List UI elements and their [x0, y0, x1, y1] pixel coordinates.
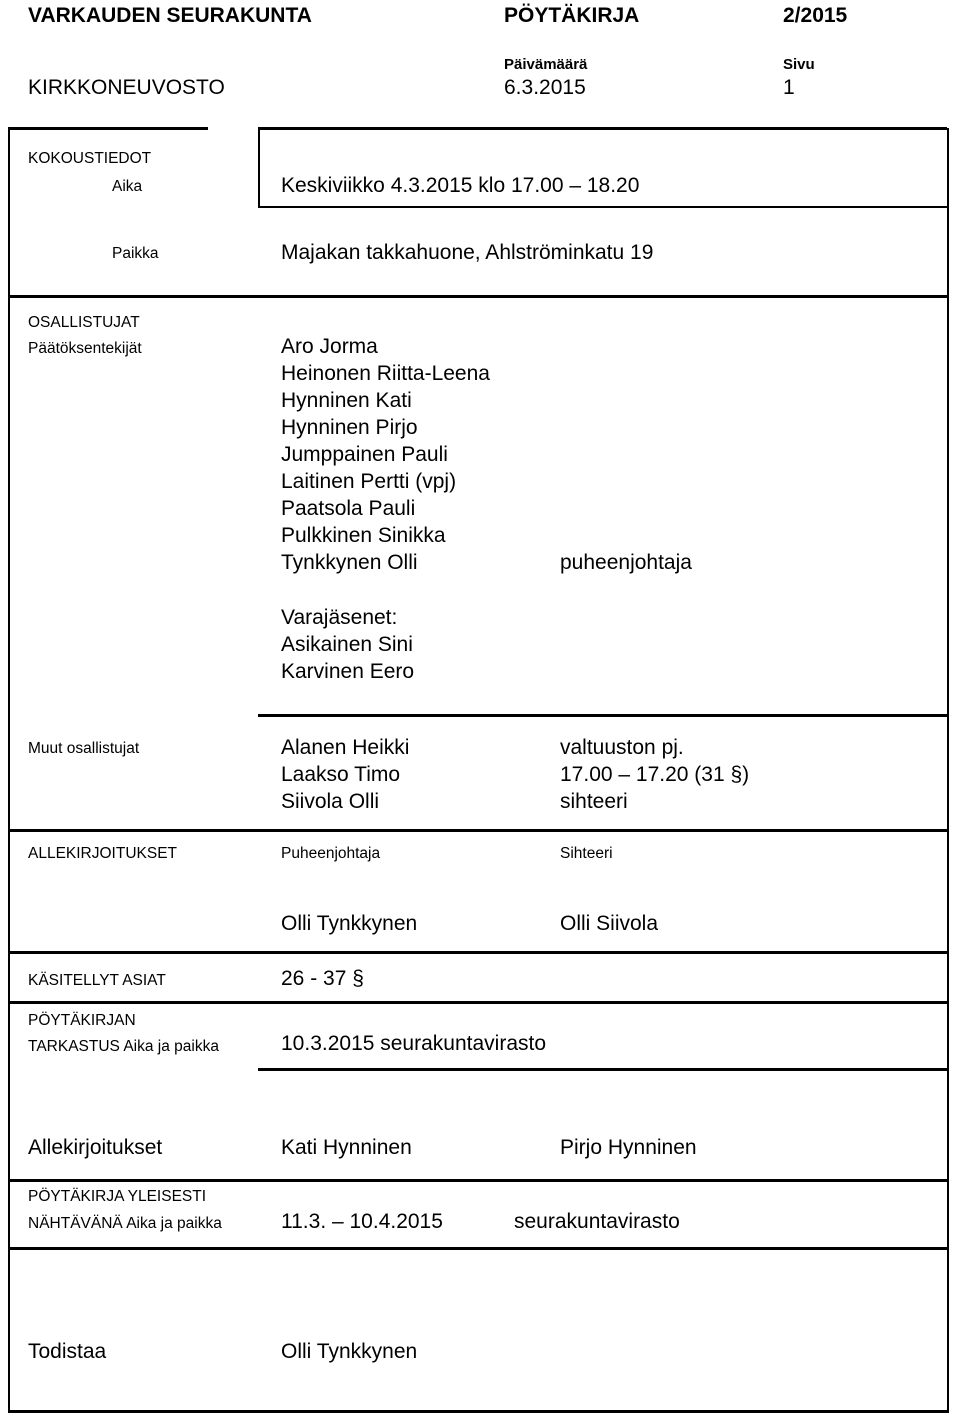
public-label-line2: NÄHTÄVÄNÄ Aika ja paikka	[28, 1215, 222, 1232]
decider-name: Hynninen Kati	[281, 389, 412, 412]
meeting-section-label: KOKOUSTIEDOT	[28, 150, 152, 167]
deciders-label: Päätöksentekijät	[28, 340, 142, 357]
body-name: KIRKKONEUVOSTO	[28, 76, 225, 99]
doc-date: 6.3.2015	[504, 76, 586, 99]
deputy-name: Asikainen Sini	[281, 633, 413, 656]
rule-place	[8, 295, 947, 298]
rule-review	[258, 1068, 947, 1071]
items-label: KÄSITELLYT ASIAT	[28, 972, 166, 989]
signatures-label: ALLEKIRJOITUKSET	[28, 845, 178, 862]
certify-label: Todistaa	[28, 1340, 107, 1363]
decider-name: Hynninen Pirjo	[281, 416, 418, 439]
certify-name: Olli Tynkkynen	[281, 1340, 418, 1363]
others-names	[281, 734, 409, 815]
chair-title: Puheenjohtaja	[281, 845, 381, 862]
rule-participants	[258, 714, 947, 717]
decider-name: Pulkkinen Sinikka	[281, 524, 446, 547]
other-name: Alanen Heikki	[281, 736, 410, 759]
public-period: 11.3. – 10.4.2015	[281, 1210, 443, 1233]
doc-type: PÖYTÄKIRJA	[504, 4, 640, 27]
reviewer-name-2: Pirjo Hynninen	[560, 1136, 697, 1159]
meeting-place: Majakan takkahuone, Ahlströminkatu 19	[281, 241, 654, 264]
org-name: VARKAUDEN SEURAKUNTA	[28, 4, 312, 27]
secretary-title: Sihteeri	[560, 845, 613, 862]
participants-section-label: OSALLISTUJAT	[28, 314, 140, 331]
other-role: 17.00 – 17.20 (31 §)	[560, 763, 750, 786]
chair-signature-name: Olli Tynkkynen	[281, 912, 418, 935]
reviewer-name-1: Kati Hynninen	[281, 1136, 412, 1159]
rule-review-signatures	[8, 1179, 947, 1182]
review-label-line2: TARKASTUS Aika ja paikka	[28, 1038, 219, 1055]
review-value: 10.3.2015 seurakuntavirasto	[281, 1032, 547, 1055]
other-role: sihteeri	[560, 790, 628, 813]
date-label: Päivämäärä	[504, 56, 588, 73]
rule-top-left	[8, 127, 208, 130]
public-label-line1: PÖYTÄKIRJA YLEISESTI	[28, 1188, 207, 1205]
deputies-label: Varajäsenet:	[281, 606, 398, 629]
decider-name: Jumppainen Pauli	[281, 443, 448, 466]
rule-time	[258, 206, 947, 208]
decider-name: Laitinen Pertti (vpj)	[281, 470, 457, 493]
page-label: Sivu	[783, 56, 815, 73]
other-name: Siivola Olli	[281, 790, 380, 813]
doc-number: 2/2015	[783, 4, 848, 27]
meeting-time: Keskiviikko 4.3.2015 klo 17.00 – 18.20	[281, 174, 640, 197]
chair-role: puheenjohtaja	[560, 551, 692, 574]
deciders-list	[281, 333, 490, 576]
rule-vertical	[258, 129, 260, 207]
rule-signatures	[8, 951, 947, 954]
rule-others	[8, 829, 947, 832]
review-signatures-label: Allekirjoitukset	[28, 1136, 163, 1159]
others-label: Muut osallistujat	[28, 740, 140, 757]
other-role: valtuuston pj.	[560, 736, 684, 759]
time-label: Aika	[112, 178, 143, 195]
review-label-line1: PÖYTÄKIRJAN	[28, 1012, 136, 1029]
decider-name: Paatsola Pauli	[281, 497, 416, 520]
decider-name: Aro Jorma	[281, 335, 378, 358]
other-name: Laakso Timo	[281, 763, 401, 786]
secretary-signature-name: Olli Siivola	[560, 912, 659, 935]
public-place: seurakuntavirasto	[514, 1210, 680, 1233]
decider-name: Tynkkynen Olli	[281, 551, 418, 574]
deputies-block	[281, 604, 414, 685]
rule-items	[8, 1001, 947, 1004]
items-value: 26 - 37 §	[281, 967, 364, 990]
page-number: 1	[783, 76, 795, 99]
place-label: Paikka	[112, 245, 159, 262]
deputy-name: Karvinen Eero	[281, 660, 415, 683]
others-roles	[560, 734, 749, 815]
rule-top-right	[258, 127, 947, 130]
rule-public	[8, 1247, 947, 1250]
decider-name: Heinonen Riitta-Leena	[281, 362, 490, 385]
